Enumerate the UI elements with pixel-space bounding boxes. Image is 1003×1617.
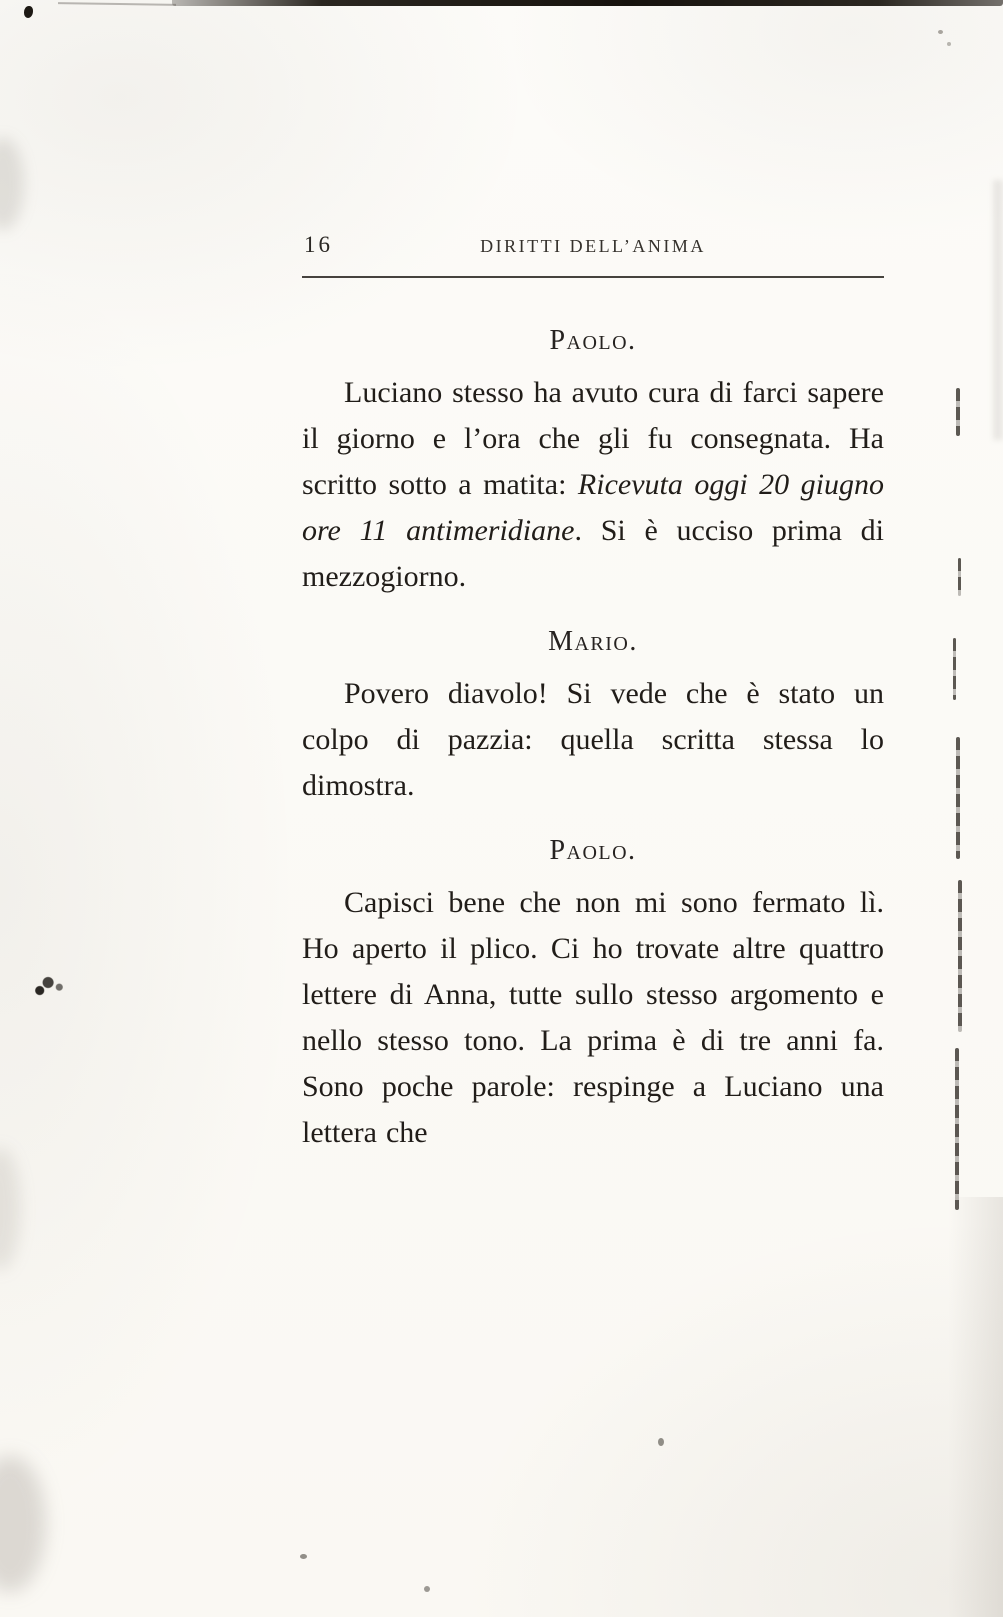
speech-paolo-1 [302, 325, 884, 600]
speech-text-segment: . Si è ucciso prima di mezzogiorno. [302, 514, 884, 593]
scan-speck-bottom-1 [300, 1554, 307, 1559]
text-column [302, 228, 884, 1156]
scan-streak-right-2 [958, 558, 961, 596]
scan-speck-top-right-1 [938, 30, 943, 34]
scan-streak-right-5 [958, 880, 962, 1032]
scan-smudge-left-3 [0, 1456, 46, 1592]
ink-blot-left-margin [26, 970, 67, 1002]
running-header: DIRITTI DELL’ANIMA [480, 236, 706, 256]
page-number: 16 [304, 232, 333, 257]
scan-speck-bottom-2 [424, 1586, 430, 1592]
speech-mario-1 [302, 626, 884, 809]
speech-text [302, 370, 884, 600]
scan-speck-top-right-2 [947, 42, 951, 46]
scan-smudge-top-line [172, 0, 1003, 6]
scan-shade-right-edge [993, 180, 1003, 440]
speaker-name: Paolo. [549, 325, 637, 356]
speech-text: Povero diavolo! Si vede che è stato un colpo di pazzia: quella scritta stessa lo dimostra. [302, 677, 884, 802]
speech-text-italic: Ricevuta oggi 20 giugno ore 11 antimeridiane [302, 468, 884, 547]
header-rule [302, 276, 884, 278]
speech-text-segment: Luciano stesso ha avuto cura di farci sapere il giorno e l’ora che gli fu consegnata. Ha scritto sotto a matita: [302, 376, 884, 501]
speech-text: Capisci bene che non mi sono fermato lì. Ho aperto il plico. Ci ho trovate altre quattro lettere di Anna, tutte sullo stesso argomento e nello stesso tono. La prima è di tre anni fa. Sono poche parole: respinge a Luciano una lettera che [302, 886, 884, 1149]
scan-streak-right-4 [956, 737, 960, 859]
scan-shade-bottom-right [948, 1197, 1003, 1617]
scan-streak-right-6 [955, 1048, 959, 1210]
scan-speck-top-left [24, 6, 33, 18]
scan-speck-bottom-3 [658, 1438, 664, 1446]
speech-paolo-2 [302, 835, 884, 1156]
scan-smudge-left-2 [0, 1148, 20, 1270]
speaker-name: Mario. [548, 626, 638, 657]
page-header [302, 228, 884, 268]
scan-smudge-top-line-left [58, 2, 176, 6]
scan-streak-right-1 [956, 388, 960, 436]
speaker-name: Paolo. [549, 835, 637, 866]
scan-smudge-left-1 [0, 138, 24, 230]
scan-streak-right-3 [953, 638, 956, 700]
